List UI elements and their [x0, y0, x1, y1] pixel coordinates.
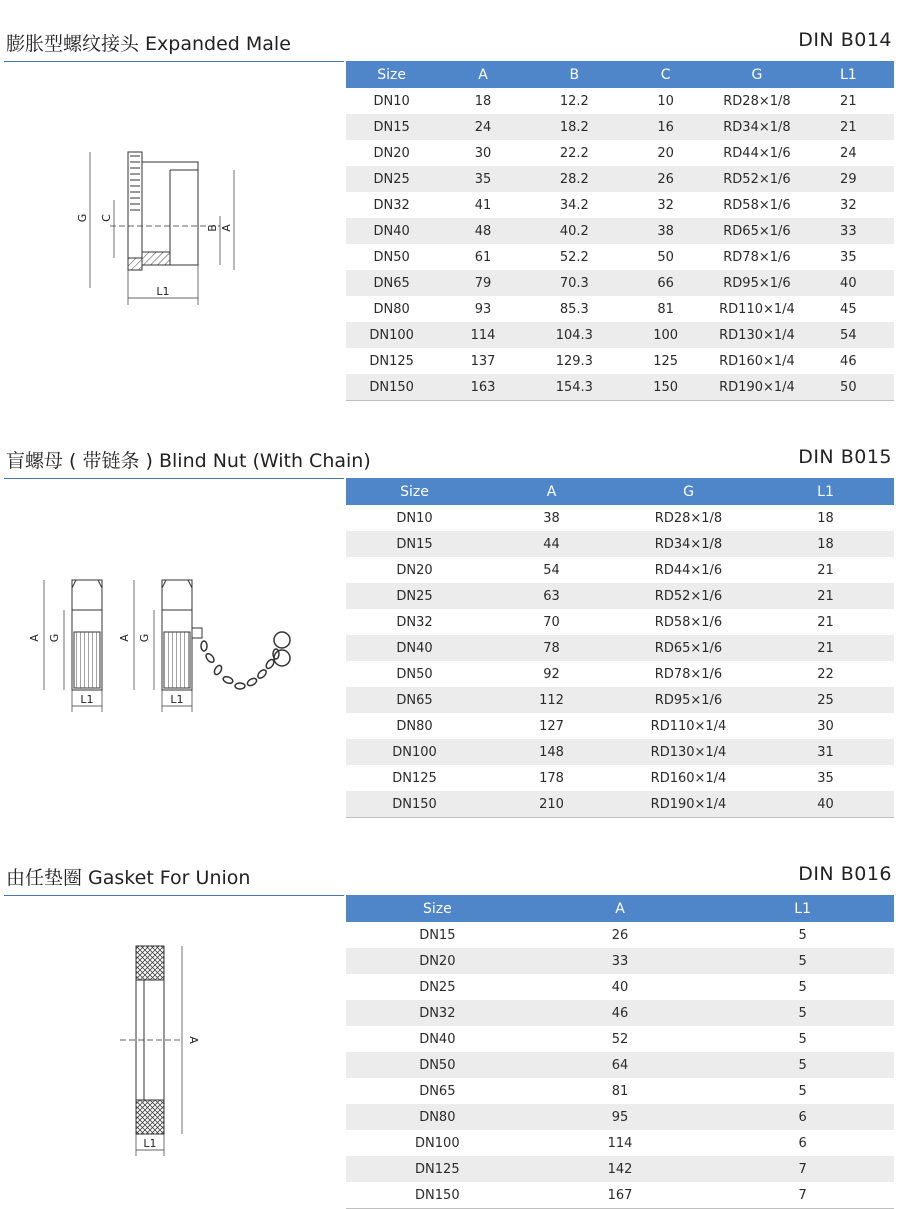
table-cell: DN15	[419, 927, 456, 943]
table-cell: 48	[437, 218, 528, 244]
column-header: L1	[711, 895, 894, 922]
table-cell: 16	[620, 114, 711, 140]
section-title: 由任垫圈 Gasket For Union	[6, 867, 251, 889]
table-row	[346, 1026, 894, 1052]
table-cell: 21	[803, 114, 894, 140]
table-cell: 18.2	[529, 114, 620, 140]
table-cell: RD28×1/8	[654, 510, 723, 526]
table-cell: 32	[840, 197, 857, 213]
table-row	[346, 1156, 894, 1182]
dim-label-l1: L1	[156, 285, 170, 298]
table-cell: RD52×1/6	[711, 166, 802, 192]
table-cell: 22.2	[559, 145, 589, 161]
table-cell: 6	[798, 1135, 807, 1151]
table-row	[346, 88, 894, 114]
dim-label-a: A	[187, 1036, 200, 1044]
table-cell: 34.2	[559, 197, 589, 213]
table-cell: 28.2	[529, 166, 620, 192]
table-cell: 35	[817, 770, 834, 786]
table-row	[346, 348, 894, 374]
table-row	[346, 922, 894, 948]
table-row	[346, 505, 894, 531]
column-header: Size	[346, 895, 529, 922]
table-cell: 29	[803, 166, 894, 192]
table-cell: RD78×1/6	[723, 249, 791, 265]
table-cell: 95	[529, 1104, 712, 1130]
table-cell: 26	[620, 166, 711, 192]
table-row	[346, 948, 894, 974]
table-cell: DN100	[415, 1135, 460, 1151]
table-cell: DN80	[396, 718, 433, 734]
table-cell: 50	[803, 374, 894, 401]
table-row	[346, 114, 894, 140]
table-row	[346, 765, 894, 791]
section-divider	[4, 478, 344, 479]
table-row	[346, 1130, 894, 1156]
table-row	[346, 374, 894, 401]
column-header: C	[620, 61, 711, 88]
table-cell: 100	[620, 322, 711, 348]
table-row	[346, 218, 894, 244]
table-cell: 50	[657, 249, 674, 265]
dim-label-g: G	[138, 633, 151, 643]
table-row	[346, 1182, 894, 1209]
table-cell: 137	[470, 353, 496, 369]
table-cell: RD190×1/4	[711, 374, 802, 401]
table-cell: 63	[483, 583, 620, 609]
table-cell: DN25	[346, 583, 483, 609]
table-cell: DN80	[346, 1104, 529, 1130]
table-cell: 45	[840, 301, 857, 317]
section-code: DIN B016	[798, 863, 892, 885]
table-cell: DN125	[346, 1156, 529, 1182]
table-cell: 85.3	[559, 301, 589, 317]
table-cell: 78	[483, 635, 620, 661]
dim-label-b: B	[206, 224, 219, 232]
table-cell: RD52×1/6	[620, 583, 757, 609]
table-cell: DN20	[396, 562, 433, 578]
table-cell: 21	[817, 614, 834, 630]
table-row	[346, 739, 894, 765]
table-cell: 52	[611, 1031, 629, 1047]
table-cell: 41	[474, 197, 492, 213]
table-cell: RD160×1/4	[650, 770, 727, 786]
table-cell: DN65	[419, 1083, 456, 1099]
spec-table-blind-nut	[346, 478, 894, 818]
table-row	[346, 557, 894, 583]
table-cell: 30	[817, 718, 834, 734]
table-cell: 35	[437, 166, 528, 192]
table-cell: DN80	[373, 301, 410, 317]
table-cell: RD65×1/6	[711, 218, 802, 244]
table-cell: DN40	[419, 1031, 456, 1047]
table-cell: 93	[474, 301, 492, 317]
table-cell: 5	[798, 979, 807, 995]
table-row	[346, 270, 894, 296]
dim-label-l1: L1	[170, 693, 184, 706]
table-cell: 5	[798, 927, 807, 943]
dim-label-a: A	[118, 634, 131, 642]
table-cell: 70.3	[529, 270, 620, 296]
table-cell: 38	[543, 510, 560, 526]
table-cell: 70	[543, 614, 560, 630]
table-cell: DN20	[346, 948, 529, 974]
table-cell: 35	[840, 249, 857, 265]
table-cell: 31	[757, 739, 894, 765]
table-cell: 129.3	[555, 353, 593, 369]
table-cell: 5	[711, 1052, 894, 1078]
table-cell: 20	[657, 145, 674, 161]
table-row	[346, 791, 894, 818]
table-cell: 22	[817, 666, 834, 682]
table-cell: DN100	[346, 322, 437, 348]
table-cell: DN32	[373, 197, 410, 213]
table-cell: 18	[817, 510, 834, 526]
table-cell: 114	[437, 322, 528, 348]
table-cell: 7	[711, 1156, 894, 1182]
table-cell: DN150	[346, 791, 483, 818]
table-cell: DN50	[396, 666, 433, 682]
table-row	[346, 1104, 894, 1130]
table-cell: RD34×1/8	[620, 531, 757, 557]
table-cell: 5	[711, 948, 894, 974]
table-cell: 21	[757, 583, 894, 609]
table-cell: 64	[529, 1052, 712, 1078]
table-row	[346, 322, 894, 348]
table-cell: 12.2	[559, 93, 589, 109]
table-cell: 40	[757, 791, 894, 818]
table-cell: 92	[543, 666, 560, 682]
column-header: G	[711, 61, 802, 88]
table-cell: DN125	[392, 770, 437, 786]
section-divider	[4, 895, 344, 896]
chain-icon	[201, 632, 290, 689]
table-row	[346, 166, 894, 192]
table-cell: DN20	[373, 145, 410, 161]
table-header-row	[346, 61, 894, 88]
table-cell: DN25	[419, 979, 456, 995]
dim-label-l1: L1	[143, 1137, 157, 1150]
table-row	[346, 713, 894, 739]
table-cell: 112	[483, 687, 620, 713]
table-cell: DN32	[346, 1000, 529, 1026]
table-cell: 142	[529, 1156, 712, 1182]
table-cell: 54	[803, 322, 894, 348]
section-code: DIN B014	[798, 29, 892, 51]
table-cell: RD95×1/6	[620, 687, 757, 713]
column-header: A	[437, 61, 528, 88]
table-cell: 24	[840, 145, 857, 161]
table-cell: 81	[657, 301, 674, 317]
table-cell: 10	[657, 93, 674, 109]
table-cell: DN50	[373, 249, 410, 265]
table-cell: 167	[529, 1182, 712, 1209]
table-cell: RD44×1/6	[654, 562, 723, 578]
table-cell: 154.3	[529, 374, 620, 401]
table-cell: 33	[803, 218, 894, 244]
table-cell: 40	[803, 270, 894, 296]
table-cell: 21	[817, 562, 834, 578]
table-cell: 44	[483, 531, 620, 557]
table-cell: DN15	[346, 114, 437, 140]
column-header: A	[529, 895, 712, 922]
table-cell: DN100	[346, 739, 483, 765]
gasket-drawing	[110, 940, 220, 1160]
table-cell: 46	[529, 1000, 712, 1026]
blind-nut-drawing	[20, 570, 310, 720]
table-cell: RD110×1/4	[650, 718, 727, 734]
table-row	[346, 583, 894, 609]
table-cell: DN125	[369, 353, 414, 369]
table-cell: RD95×1/6	[711, 270, 802, 296]
table-cell: 104.3	[529, 322, 620, 348]
table-row	[346, 1078, 894, 1104]
table-cell: RD78×1/6	[654, 666, 723, 682]
table-cell: 25	[757, 687, 894, 713]
table-cell: 38	[620, 218, 711, 244]
table-cell: DN40	[346, 218, 437, 244]
table-cell: DN10	[396, 510, 433, 526]
table-cell: 33	[529, 948, 712, 974]
table-header-row	[346, 895, 894, 922]
table-row	[346, 687, 894, 713]
table-cell: DN32	[396, 614, 433, 630]
table-cell: DN65	[346, 687, 483, 713]
table-cell: 40	[611, 979, 629, 995]
table-cell: 54	[543, 562, 560, 578]
table-cell: 30	[474, 145, 492, 161]
table-cell: 7	[711, 1182, 894, 1209]
table-cell: DN150	[346, 374, 437, 401]
table-row	[346, 531, 894, 557]
dim-label-l1: L1	[80, 693, 94, 706]
table-cell: 125	[653, 353, 679, 369]
table-cell: 6	[711, 1104, 894, 1130]
dim-label-c: C	[100, 214, 113, 222]
table-row	[346, 296, 894, 322]
table-cell: 26	[611, 927, 629, 943]
table-cell: RD130×1/4	[711, 322, 802, 348]
table-row	[346, 661, 894, 687]
table-cell: 210	[483, 791, 620, 818]
column-header: B	[529, 61, 620, 88]
table-row	[346, 1000, 894, 1026]
section-divider	[4, 61, 344, 62]
column-header: L1	[803, 61, 894, 88]
table-cell: 52.2	[559, 249, 589, 265]
table-cell: DN65	[346, 270, 437, 296]
column-header: Size	[346, 478, 483, 505]
table-cell: DN150	[346, 1182, 529, 1209]
table-row	[346, 609, 894, 635]
table-cell: 163	[437, 374, 528, 401]
table-cell: RD34×1/8	[711, 114, 802, 140]
table-row	[346, 974, 894, 1000]
table-cell: 150	[620, 374, 711, 401]
dim-label-a: A	[28, 634, 41, 642]
column-header: Size	[346, 61, 437, 88]
table-cell: 18	[474, 93, 492, 109]
table-cell: 40.2	[529, 218, 620, 244]
table-cell: 5	[711, 1000, 894, 1026]
table-cell: 81	[611, 1083, 629, 1099]
table-cell: RD160×1/4	[719, 353, 795, 369]
table-cell: 18	[757, 531, 894, 557]
table-cell: DN25	[346, 166, 437, 192]
table-cell: RD110×1/4	[719, 301, 795, 317]
table-header-row	[346, 478, 894, 505]
table-cell: 24	[437, 114, 528, 140]
table-cell: 46	[840, 353, 857, 369]
spec-table-gasket	[346, 895, 894, 1209]
table-row	[346, 192, 894, 218]
table-cell: DN50	[346, 1052, 529, 1078]
section-title: 盲螺母 ( 带链条 ) Blind Nut (With Chain)	[6, 450, 371, 472]
table-cell: RD44×1/6	[723, 145, 791, 161]
table-cell: 178	[539, 770, 564, 786]
column-header: G	[620, 478, 757, 505]
table-cell: 148	[483, 739, 620, 765]
table-cell: DN15	[346, 531, 483, 557]
section-title: 膨胀型螺纹接头 Expanded Male	[6, 33, 291, 55]
table-row	[346, 635, 894, 661]
table-cell: 21	[840, 93, 857, 109]
table-cell: 114	[607, 1135, 633, 1151]
spec-table-expanded-male	[346, 61, 894, 401]
table-cell: RD58×1/6	[654, 614, 723, 630]
table-cell: DN10	[373, 93, 410, 109]
table-cell: 5	[798, 1031, 807, 1047]
table-cell: RD28×1/8	[723, 93, 791, 109]
table-cell: 79	[437, 270, 528, 296]
table-row	[346, 1052, 894, 1078]
dim-label-g: G	[76, 213, 89, 223]
table-cell: RD65×1/6	[620, 635, 757, 661]
table-cell: 21	[757, 635, 894, 661]
dim-label-a: A	[220, 224, 233, 232]
table-cell: 66	[620, 270, 711, 296]
table-cell: RD58×1/6	[723, 197, 791, 213]
expanded-male-drawing	[70, 140, 250, 310]
table-cell: DN40	[346, 635, 483, 661]
table-cell: RD130×1/4	[620, 739, 757, 765]
column-header: A	[483, 478, 620, 505]
column-header: L1	[757, 478, 894, 505]
table-cell: 5	[798, 1083, 807, 1099]
section-code: DIN B015	[798, 446, 892, 468]
table-cell: 32	[657, 197, 674, 213]
table-row	[346, 244, 894, 270]
dim-label-g: G	[48, 633, 61, 643]
table-row	[346, 140, 894, 166]
table-cell: 61	[474, 249, 492, 265]
table-cell: 127	[539, 718, 564, 734]
table-cell: RD190×1/4	[620, 791, 757, 818]
